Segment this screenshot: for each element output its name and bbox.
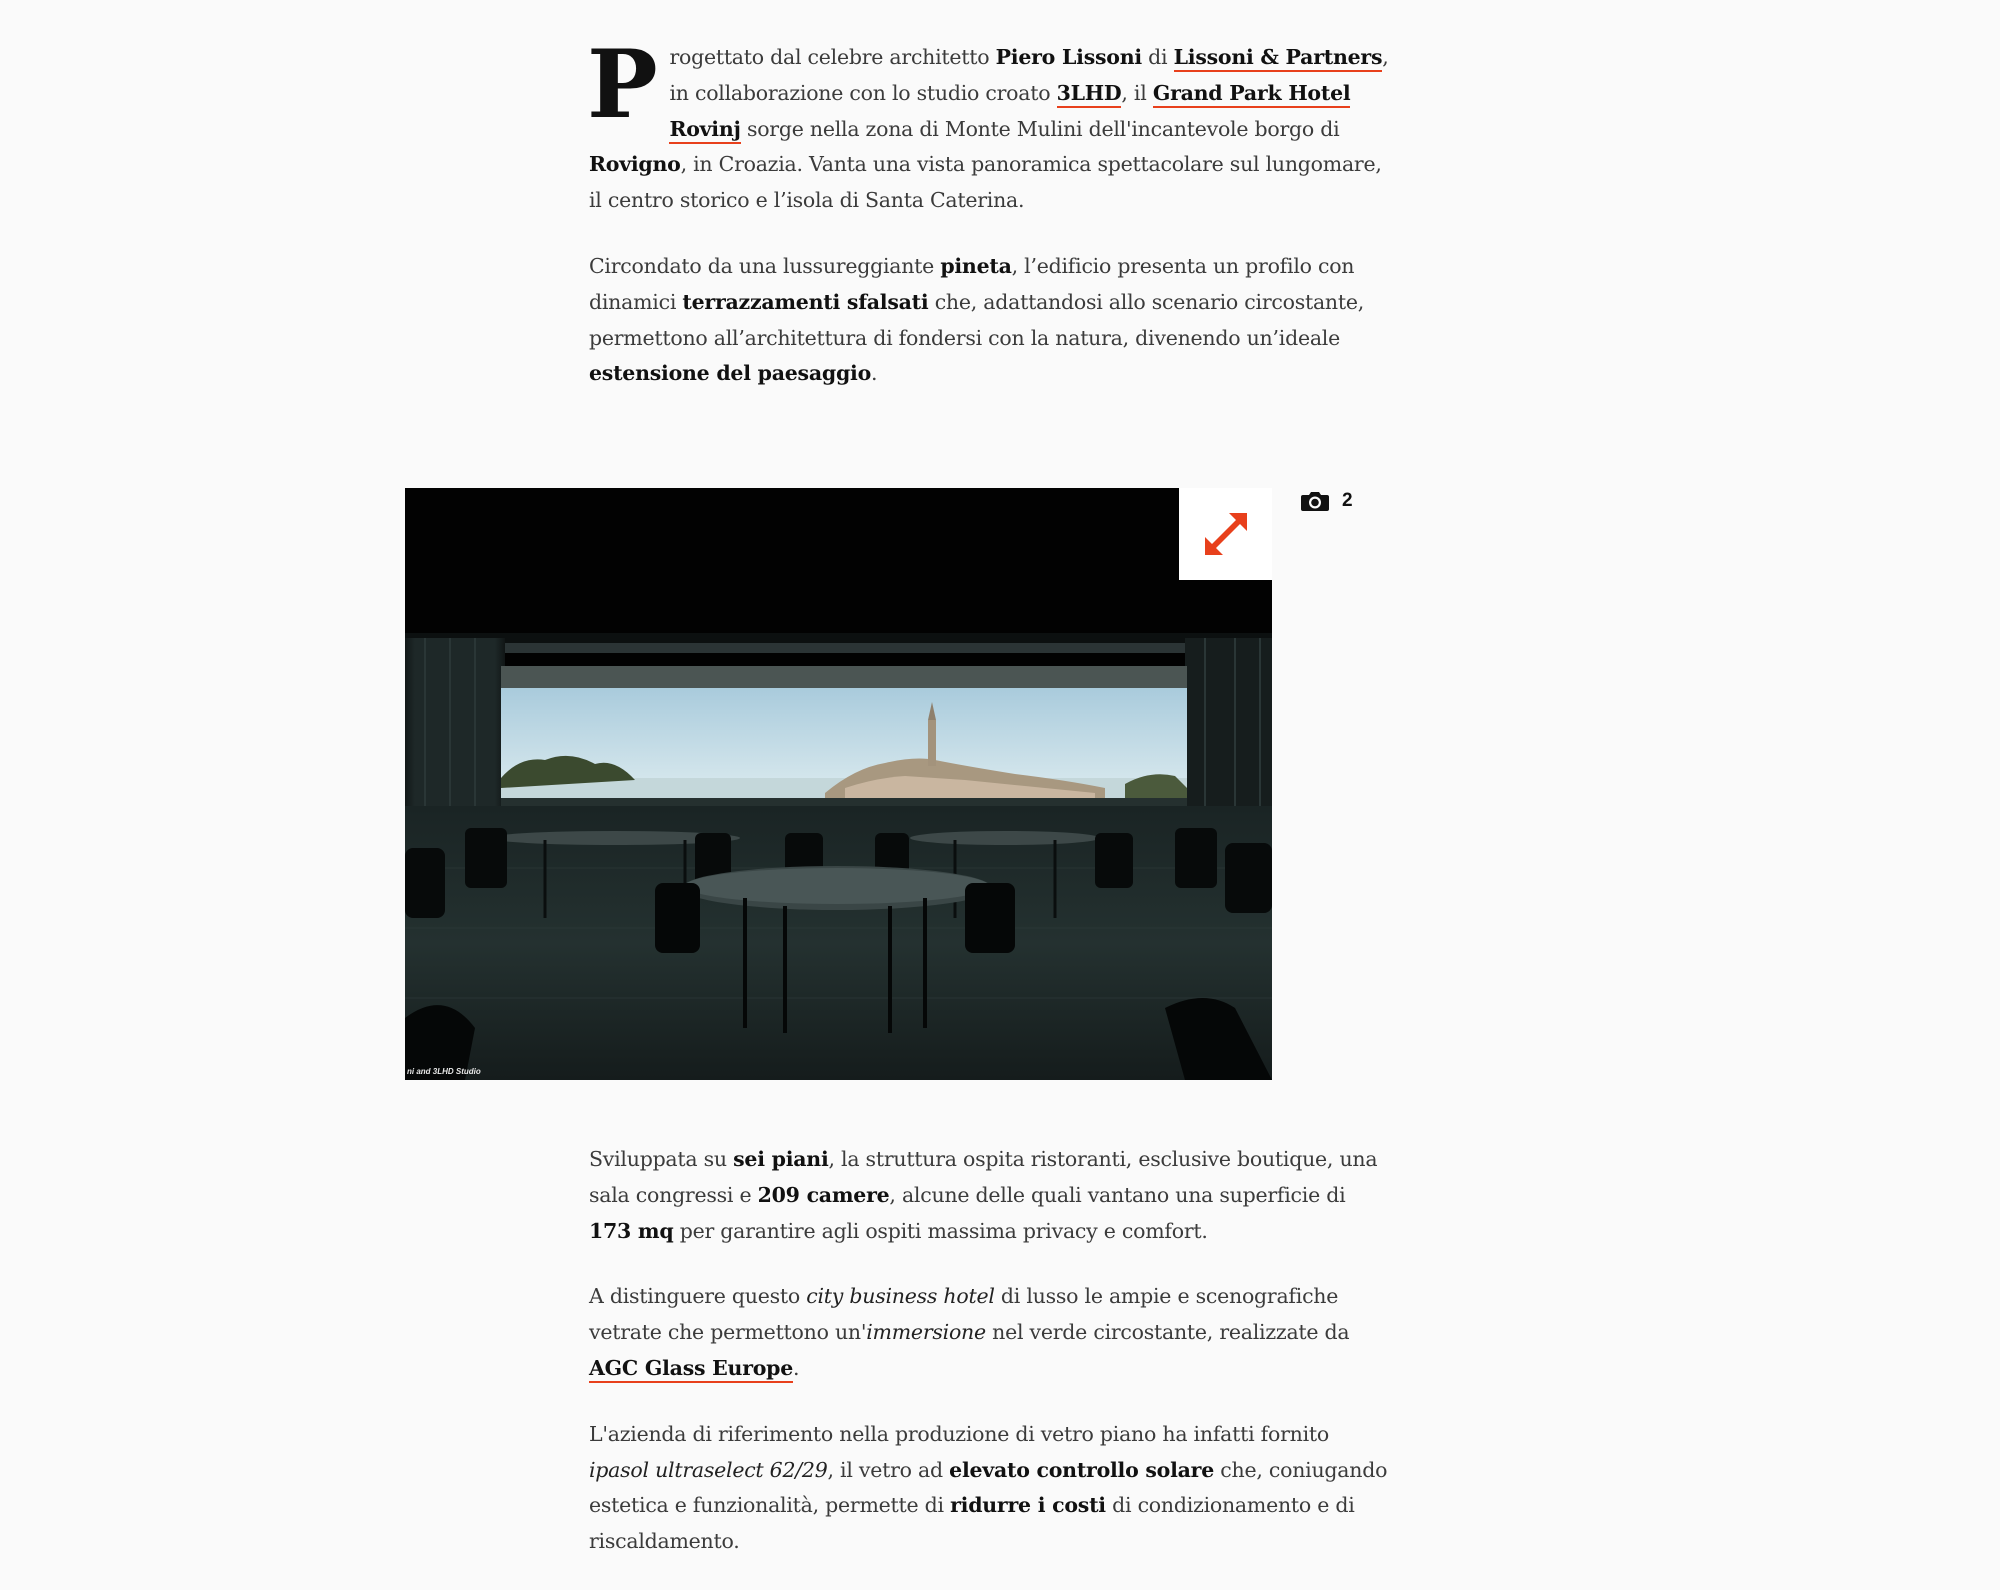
- photo-count[interactable]: [1300, 490, 1353, 512]
- photo-credit: ni and 3LHD Studio: [407, 1067, 481, 1076]
- intro-paragraph: Progettato dal celebre architetto Piero Lissoni di Lissoni & Partners, in collaborazione con lo studio croato 3LHD, il Grand Park Hotel Rovinj sorge nella zona di Monte Mulini dell'incantevole borgo di Rovigno, in Croazia. Vanta una vista panoramica spettacolare sul lungomare, il centro storico e l’isola di Santa Caterina.: [587, 30, 1389, 213]
- hotel-restaurant-photo[interactable]: [405, 488, 1272, 1080]
- article-bottom: [589, 1142, 1389, 1590]
- architect-name: Piero Lissoni: [995, 45, 1142, 69]
- paragraph-2: Circondato da una lussureggiante pineta, l’edificio presenta un profilo con dinamici terrazzamenti sfalsati che, adattandosi allo scenario circostante, permettono all’architettura di fondersi con la natura, divenendo un’ideale estensione del paesaggio.: [589, 253, 1365, 386]
- link-agc-glass-europe[interactable]: AGC Glass Europe: [589, 1356, 793, 1383]
- paragraph-5: L'azienda di riferimento nella produzione di vetro piano ha infatti fornito ipasol ultraselect 62/29, il vetro ad elevato controllo solare che, coniugando estetica e funzionalità, permette di ridurre i costi di condizionamento e di riscaldamento.: [589, 1421, 1388, 1554]
- rovigno-text: Rovigno: [589, 152, 681, 177]
- article-top: [587, 30, 1389, 422]
- gallery-figure: [405, 488, 1272, 1080]
- drop-cap: P: [587, 30, 658, 140]
- expand-arrows-icon: [1203, 511, 1249, 557]
- link-lissoni-partners[interactable]: Lissoni & Partners: [1174, 45, 1383, 72]
- paragraph-3: Sviluppata su sei piani, la struttura ospita ristoranti, esclusive boutique, una sala congressi e 209 camere, alcune delle quali vantano una superficie di 173 mq per garantire agli ospiti massima privacy e comfort.: [589, 1147, 1378, 1243]
- photo-count-number: 2: [1342, 490, 1353, 511]
- link-3lhd[interactable]: 3LHD: [1057, 81, 1122, 108]
- link-grand-park-hotel[interactable]: Grand Park Hotel Rovinj: [669, 81, 1350, 144]
- expand-button[interactable]: [1179, 488, 1272, 580]
- camera-icon: [1300, 490, 1330, 512]
- paragraph-4: A distinguere questo city business hotel di lusso le ampie e scenografiche vetrate che permettono un'immersione nel verde circostante, realizzate da AGC Glass Europe.: [589, 1279, 1389, 1386]
- photo-illustration: [405, 488, 1272, 1080]
